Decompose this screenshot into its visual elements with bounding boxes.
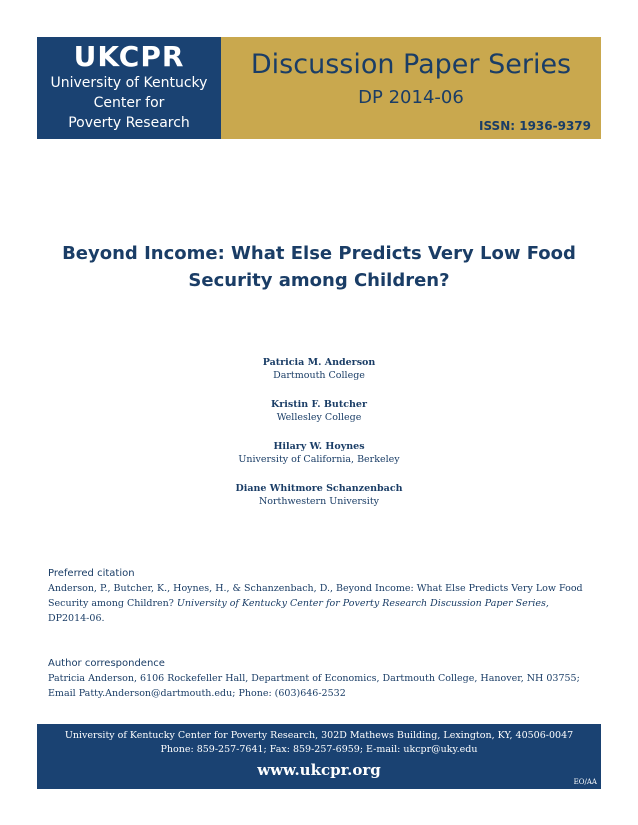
website-link[interactable]: www.ukcpr.org <box>257 761 381 779</box>
preferred-citation <box>48 566 590 626</box>
author-entry <box>37 440 601 466</box>
citation-end: DP2014-06. <box>48 613 105 624</box>
author-list <box>37 356 601 524</box>
author-entry <box>37 482 601 508</box>
author-name: Kristin F. Butcher <box>271 399 367 410</box>
citation-plain: Anderson, P., Butcher, K., Hoynes, H., & Schanzenbach, D., Beyond Income: What Else Predicts Very Low Food Security among Children? <box>48 583 583 609</box>
author-entry <box>37 356 601 382</box>
org-name-line3: Poverty Research <box>68 115 190 131</box>
dp-number: DP 2014-06 <box>358 87 464 108</box>
author-institution: University of California, Berkeley <box>238 454 400 465</box>
org-acronym: UKCPR <box>73 40 185 73</box>
author-name: Hilary W. Hoynes <box>273 441 365 452</box>
author-institution: Dartmouth College <box>273 370 365 381</box>
citation-text <box>48 581 590 626</box>
ukcpr-logo-block <box>37 37 221 139</box>
author-entry <box>37 398 601 424</box>
correspondence-text: Patricia Anderson, 6106 Rockefeller Hall, Department of Economics, Dartmouth College, Hanover, NH 03755; Email Patty.Anderson@dartmouth.edu; Phone: (603)646-2532 <box>48 673 580 699</box>
footer-address <box>37 729 601 757</box>
footer-contact-block <box>37 724 601 789</box>
citation-series: University of Kentucky Center for Poverty Research Discussion Paper Series, <box>176 598 549 609</box>
paper-title-line1: Beyond Income: What Else Predicts Very Low Food <box>62 243 576 264</box>
series-title: Discussion Paper Series <box>250 49 572 80</box>
issn: ISSN: 1936-9379 <box>478 119 591 133</box>
eo-aa-code: EO/AA <box>573 778 597 786</box>
org-name-line1: University of Kentucky <box>50 75 208 91</box>
author-name: Patricia M. Anderson <box>262 357 376 368</box>
footer-address-line1: University of Kentucky Center for Poverty Research, 302D Mathews Building, Lexington, KY, 40506-0047 <box>64 730 574 741</box>
org-name-line2: Center for <box>93 95 165 111</box>
paper-title-line2: Security among Children? <box>188 270 450 291</box>
author-correspondence <box>48 656 590 701</box>
citation-heading: Preferred citation <box>48 568 135 579</box>
footer-address-line2: Phone: 859-257-7641; Fax: 859-257-6959; E-mail: ukcpr@uky.edu <box>160 744 478 755</box>
paper-title <box>37 240 601 294</box>
author-institution: Wellesley College <box>276 412 362 423</box>
correspondence-heading: Author correspondence <box>48 658 165 669</box>
author-institution: Northwestern University <box>258 496 380 507</box>
author-name: Diane Whitmore Schanzenbach <box>235 483 403 494</box>
series-banner <box>221 37 601 139</box>
